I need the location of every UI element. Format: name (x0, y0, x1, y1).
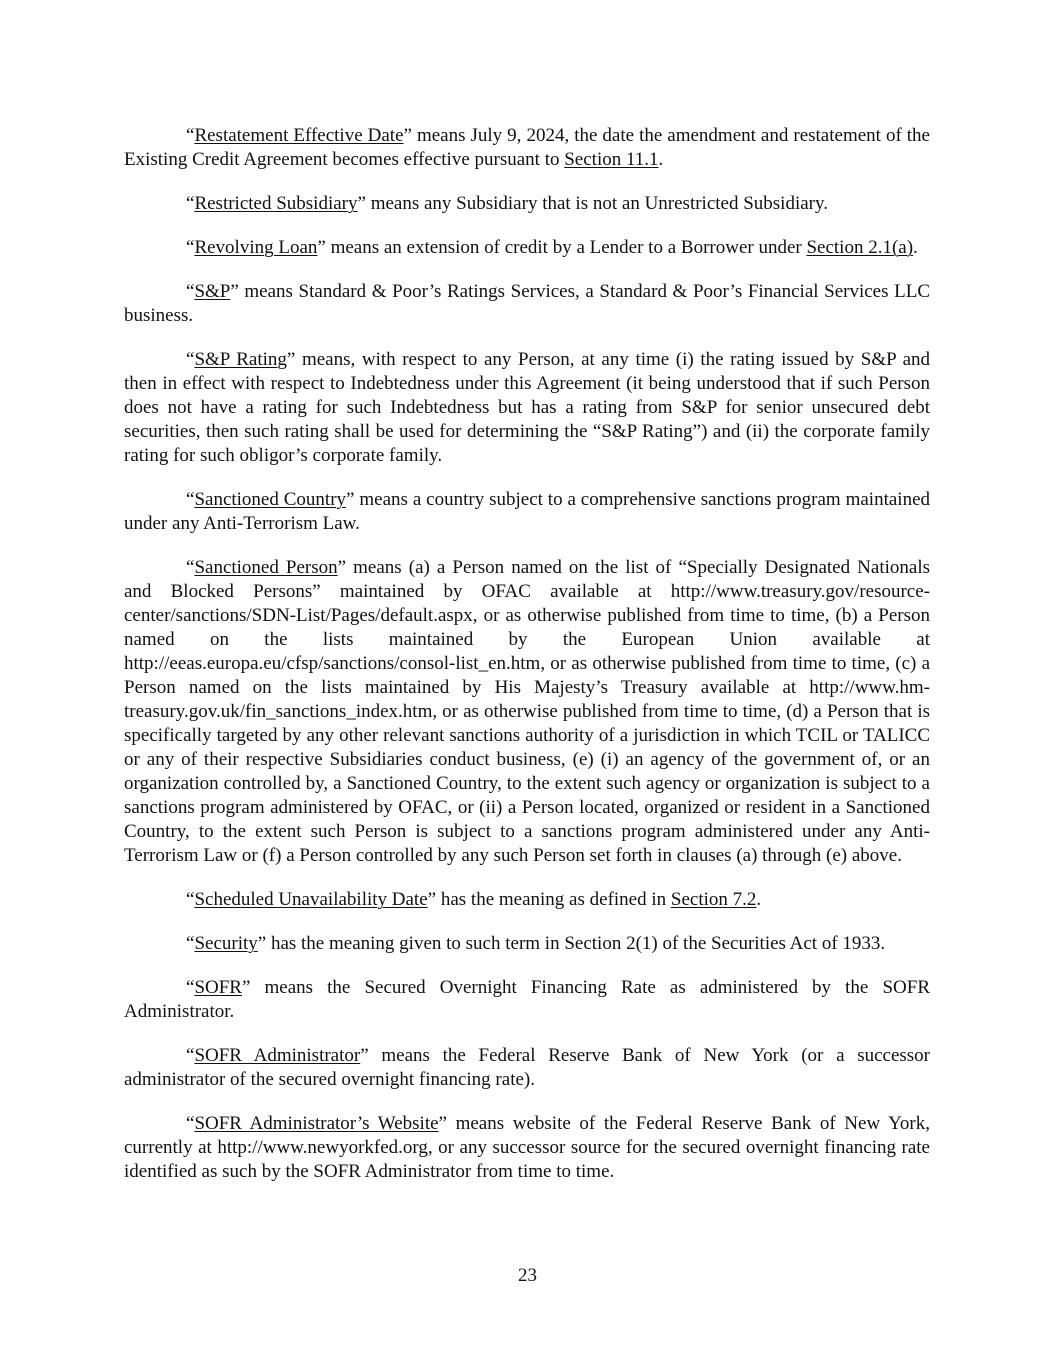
definition-restatement-effective-date: “Restatement Effective Date” means July 9, 2024, the date the amendment and restatement of the Existing Credit Agreement becomes effective pursuant to Section 11.1. (124, 125, 930, 170)
definition-text: means Standard & Poor’s Ratings Services, a Standard & Poor’s Financial Services LLC business. (124, 281, 930, 326)
defined-term: S&P Rating (194, 349, 287, 370)
defined-term: Security (194, 933, 258, 954)
defined-term: Sanctioned Country (194, 489, 347, 510)
defined-term: Sanctioned Person (194, 557, 338, 578)
definition-text: means the Federal Reserve Bank of New York (or a successor administrator of the secured overnight financing rate). (124, 1045, 931, 1090)
defined-term: Scheduled Unavailability Date (194, 889, 428, 910)
document-page (124, 124, 930, 1204)
section-reference: Section 2.1(a) (806, 237, 914, 258)
definition-security: “Security” has the meaning given to such term in Section 2(1) of the Securities Act of 1933. (186, 933, 886, 954)
defined-term: S&P (194, 281, 231, 302)
definition-scheduled-unavailability-date: “Scheduled Unavailability Date” has the meaning as defined in Section 7.2. (186, 889, 762, 910)
defined-term: SOFR Administrator (194, 1045, 361, 1066)
definition-revolving-loan: “Revolving Loan” means an extension of credit by a Lender to a Borrower under Section 2.1(a). (186, 237, 918, 258)
definition-text: means website of the Federal Reserve Bank of New York, currently at http://www.newyorkfed.org, or any successor source for the secured overnight financing rate identified as such by the SOFR Administrator from time to time. (124, 1113, 930, 1182)
definition-sanctioned-country: “Sanctioned Country” means a country subject to a comprehensive sanctions program maintained under any Anti-Terrorism Law. (124, 489, 931, 534)
defined-term: Restatement Effective Date (194, 125, 404, 146)
definition-restricted-subsidiary: “Restricted Subsidiary” means any Subsidiary that is not an Unrestricted Subsidiary. (186, 193, 829, 214)
section-reference: Section 11.1 (564, 149, 659, 170)
section-reference: Section 7.2 (670, 889, 757, 910)
definition-sanctioned-person: “Sanctioned Person” means (a) a Person named on the list of “Specially Designated Nationals and Blocked Persons” maintained by OFAC available at http://www.treasury.gov/resource-center/sanctions/SDN-List/Pages/default.aspx, or as otherwise published from time to time, (b) a Person named on the lists maintained by the European Union available at http://eeas.europa.eu/cfsp/sanctions/consol-list_en.htm, or as otherwise published from time to time, (c) a Person named on the lists maintained by His Majesty’s Treasury available at http://www.hm-treasury.gov.uk/fin_sanctions_index.htm, or as otherwise published from time to time, (d) a Person that is specifically targeted by any other relevant sanctions authority of a jurisdiction in which TCIL or TALICC or any of their respective Subsidiaries conduct business, (e) (i) an agency of the government of, or an organization controlled by, a Sanctioned Country, to the extent such agency or organization is subject to a sanctions program administered by OFAC, or (ii) a Person located, organized or resident in a Sanctioned Country, to the extent such Person is subject to a sanctions program administered under any Anti-Terrorism Law or (f) a Person controlled by any such Person set forth in clauses (a) through (e) above. (124, 557, 930, 866)
definition-s-and-p: “S&P” means Standard & Poor’s Ratings Services, a Standard & Poor’s Financial Services LLC business. (124, 281, 930, 326)
defined-term: Restricted Subsidiary (194, 193, 358, 214)
definition-text: means, with respect to any Person, at any time (i) the rating issued by S&P and then in effect with respect to Indebtedness under this Agreement (it being understood that if such Person does not have a rating for such Indebtedness but has a rating from S&P for senior unsecured debt securities, then such rating shall be used for determining the “S&P Rating”) and (ii) the corporate family rating for such obligor’s corporate family. (124, 349, 931, 466)
definition-text: has the meaning given to such term in Section 2(1) of the Securities Act of 1933. (266, 933, 886, 954)
definition-text: means a country subject to a comprehensive sanctions program maintained under any Anti-Terrorism Law. (124, 489, 931, 534)
defined-term: Revolving Loan (194, 237, 318, 258)
definition-sofr-administrator: “SOFR Administrator” means the Federal Reserve Bank of New York (or a successor administrator of the secured overnight financing rate). (124, 1045, 931, 1090)
definition-text: means any Subsidiary that is not an Unrestricted Subsidiary. (365, 193, 829, 214)
definition-text: means (a) a Person named on the list of “Specially Designated Nationals and Blocked Persons” maintained by OFAC available at http://www.treasury.gov/resource-center/sanctions/SDN-List/Pages/default.aspx, or as otherwise published from time to time, (b) a Person named on the lists maintained by the European Union available at http://eeas.europa.eu/cfsp/sanctions/consol-list_en.htm, or as otherwise published from time to time, (c) a Person named on the lists maintained by His Majesty’s Treasury available at http://www.hm-treasury.gov.uk/fin_sanctions_index.htm, or as otherwise published from time to time, (d) a Person that is specifically targeted by any other relevant sanctions authority of a jurisdiction in which TCIL or TALICC or any of their respective Subsidiaries conduct business, (e) (i) an agency of the government of, or an organization controlled by, a Sanctioned Country, to the extent such agency or organization is subject to a sanctions program administered by OFAC, or (ii) a Person located, organized or resident in a Sanctioned Country, to the extent such Person is subject to a sanctions program administered under any Anti-Terrorism Law or (f) a Person controlled by any such Person set forth in clauses (a) through (e) above. (124, 557, 930, 866)
defined-term: SOFR (194, 977, 242, 998)
definition-text: means an extension of credit by a Lender to a Borrower under (325, 237, 807, 258)
page-number: 23 (518, 1265, 537, 1286)
definition-s-and-p-rating: “S&P Rating” means, with respect to any Person, at any time (i) the rating issued by S&P and then in effect with respect to Indebtedness under this Agreement (it being understood that if such Person does not have a rating for such Indebtedness but has a rating from S&P for senior unsecured debt securities, then such rating shall be used for determining the “S&P Rating”) and (ii) the corporate family rating for such obligor’s corporate family. (124, 349, 931, 466)
definition-text: has the meaning as defined in (436, 889, 671, 910)
definition-sofr-administrators-website: “SOFR Administrator’s Website” means website of the Federal Reserve Bank of New York, currently at http://www.newyorkfed.org, or any successor source for the secured overnight financing rate identified as such by the SOFR Administrator from time to time. (124, 1113, 930, 1182)
definition-text: means July 9, 2024, the date the amendment and restatement of the Existing Credit Agreement becomes effective pursuant to (124, 125, 930, 170)
definition-text: means the Secured Overnight Financing Rate as administered by the SOFR Administrator. (124, 977, 930, 1022)
defined-term: SOFR Administrator’s Website (194, 1113, 439, 1134)
definition-sofr: “SOFR” means the Secured Overnight Financing Rate as administered by the SOFR Administrator. (124, 977, 930, 1022)
